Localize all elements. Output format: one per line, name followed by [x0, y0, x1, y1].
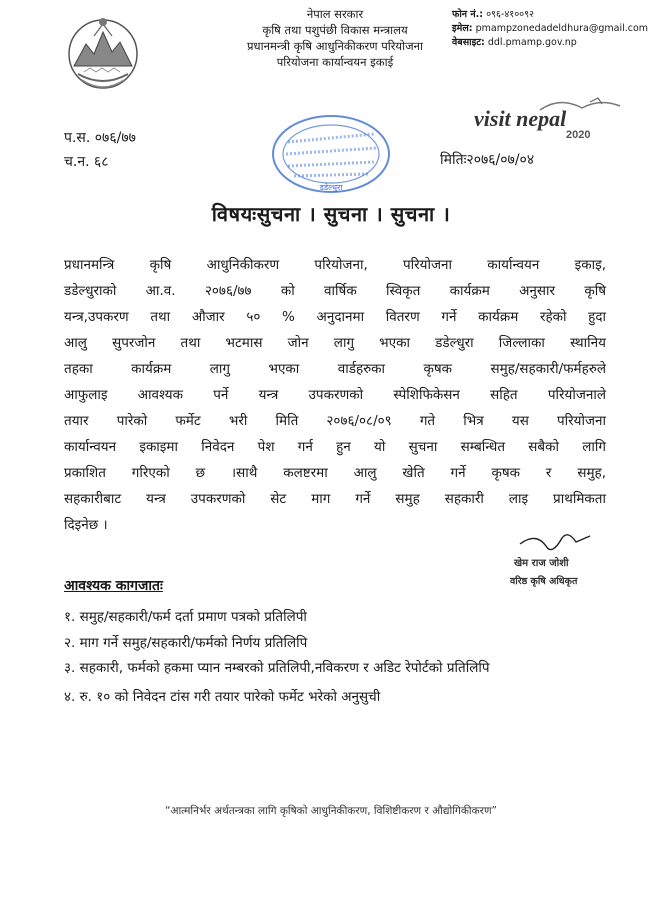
body-line: कार्यान्वयन इकाइमा निवेदन पेश गर्न हुन यो सुचना सम्बन्धित सबैको लागि: [64, 439, 606, 455]
required-documents-list: [64, 604, 608, 710]
notice-body: [64, 252, 606, 538]
signatory-title: वरिष्ठ कृषि अधिकृत: [510, 576, 578, 587]
body-line: डडेल्धुराको आ.व. २०७६/७७ को वार्षिक स्विकृत कार्यक्रम अनुसार कृषि: [64, 283, 606, 299]
phone-row: [452, 8, 658, 22]
gov-line-1: नेपाल सरकार: [306, 7, 364, 21]
email-label: इमेल:: [452, 23, 473, 34]
body-line: दिइनेछ ।: [64, 517, 108, 533]
body-line: तयार पारेको फर्मेट भरी मिति २०७६/०८/०९ गते भित्र यस परियोजना: [64, 413, 606, 429]
footer-slogan: “आत्मनिर्भर अर्थतन्त्रका लागि कृषिको आधुनिकीकरण, विशिष्टीकरण र औद्योगिकीकरण”: [165, 805, 497, 817]
body-line: तहका कार्यक्रम लागु भएका वार्डहरुका कृषक समुह/सहकारी/फर्महरुले: [64, 361, 606, 377]
email-row: [452, 22, 658, 36]
subject-heading: विषयःसुचना । सुचना । सुचना ।: [211, 202, 451, 226]
gov-line-3: प्रधानमन्त्री कृषि आधुनिकीकरण परियोजना: [247, 39, 423, 53]
office-stamp: [268, 112, 394, 196]
list-item: १. समुह/सहकारी/फर्म दर्ता प्रमाण पत्रको प्रतिलिपी: [64, 609, 307, 625]
visit-nepal-logo: [470, 96, 646, 140]
required-documents-title: आवश्यक कागजातः: [64, 578, 163, 594]
gov-line-2: कृषि तथा पशुपंछी विकास मन्त्रालय: [262, 23, 408, 37]
list-item: २. माग गर्ने समुह/सहकारी/फर्मको निर्णय प्रतिलिपि: [64, 635, 308, 651]
email-value: pmampzonedadeldhura@gmail.com: [475, 23, 649, 34]
body-line: यन्त्र,उपकरण तथा औजार ५० % अनुदानमा वितरण गर्ने कार्यक्रम रहेको हुदा: [64, 309, 606, 325]
web-row: [452, 36, 658, 50]
signatory-name: खेम राज जोशी: [514, 558, 569, 569]
government-emblem: [64, 14, 142, 100]
list-item: ४. रु. १० को निवेदन टांस गरी तयार पारेको फर्मेट भरेको अनुसुची: [64, 689, 381, 705]
contact-block: [452, 8, 658, 50]
stamp-label: डडेल्धुरा: [319, 183, 343, 192]
list-item: ३. सहकारी, फर्मको हकमा प्यान नम्बरको प्रतिलिपी,नविकरण र अडिट रेपोर्टको प्रतिलिपि: [64, 660, 490, 676]
body-line: आफुलाइ आवश्यक पर्ने यन्त्र उपकरणको स्पेशिफिकेसन सहित परियोजनाले: [64, 387, 606, 403]
document-date: मितिः२०७६/०७/०४: [440, 152, 535, 168]
body-line: आलु सुपरजोन तथा भटमास जोन लागु भएका डडेल्धुरा जिल्लाका स्थानिय: [64, 335, 606, 351]
phone-value: ०९६-४१००९२: [486, 9, 534, 20]
web-value: ddl.pmamp.gov.np: [487, 37, 577, 48]
body-line: सहकारीबाट यन्त्र उपकरणको सेट माग गर्ने समुह सहकारी लाइ प्राथमिकता: [64, 491, 606, 507]
patra-sankhya: प.स. ०७६/७७: [64, 130, 136, 146]
body-line: प्रधानमन्त्रि कृषि आधुनिकीकरण परियोजना, परियोजना कार्यान्वयन इकाइ,: [64, 257, 606, 273]
web-label: वेबसाइट:: [452, 37, 485, 48]
phone-label: फोन नं.:: [452, 9, 484, 20]
visit-nepal-year: 2020: [566, 129, 591, 140]
chalani-number: च.न. ६८: [64, 154, 109, 170]
body-line: प्रकाशित गरिएको छ ।साथै कलष्टरमा आलु खेति गर्ने कृषक र समुह,: [64, 465, 606, 481]
gov-line-4: परियोजना कार्यान्वयन इकाई: [276, 55, 394, 69]
visit-nepal-text: visit nepal: [474, 106, 567, 131]
signature-block: [506, 530, 626, 590]
